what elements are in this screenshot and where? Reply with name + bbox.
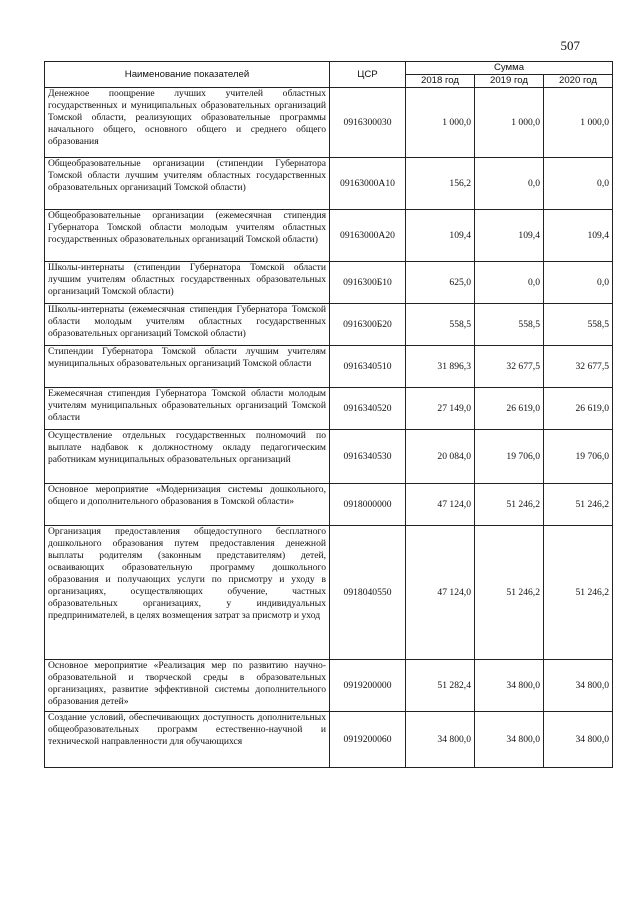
row-value-2018-cell: 625,0 xyxy=(406,262,475,304)
row-value-2019-cell: 19 706,0 xyxy=(475,430,544,484)
row-value-2020-cell: 26 619,0 xyxy=(544,388,613,430)
table-header-row xyxy=(45,62,613,75)
column-header-2019: 2019 год xyxy=(475,75,544,88)
row-value-2019-cell: 1 000,0 xyxy=(475,88,544,158)
table-row xyxy=(45,262,613,304)
row-value-2019-cell: 558,5 xyxy=(475,304,544,346)
row-value-2019-cell: 0,0 xyxy=(475,262,544,304)
row-code-cell: 09163000А10 xyxy=(330,158,406,210)
budget-table xyxy=(44,61,613,768)
table-row xyxy=(45,346,613,388)
row-value-2019-cell: 34 800,0 xyxy=(475,660,544,712)
table-row xyxy=(45,388,613,430)
row-value-2018-cell: 47 124,0 xyxy=(406,484,475,526)
row-value-2019-cell: 109,4 xyxy=(475,210,544,262)
row-value-2019-cell: 0,0 xyxy=(475,158,544,210)
column-header-name: Наименование показателей xyxy=(45,62,330,88)
row-value-2020-cell: 0,0 xyxy=(544,262,613,304)
row-value-2019-cell: 34 800,0 xyxy=(475,712,544,768)
row-value-2019-cell: 51 246,2 xyxy=(475,526,544,660)
row-value-2020-cell: 51 246,2 xyxy=(544,484,613,526)
row-value-2020-cell: 19 706,0 xyxy=(544,430,613,484)
row-name-cell: Денежное поощрение лучших учителей областных государственных и муниципальных образовательных организаций Томской области, реализующих образовательные программы начального общего, основного общего и среднего общего образования xyxy=(45,88,330,158)
table-row xyxy=(45,210,613,262)
row-name-cell: Организация предоставления общедоступного бесплатного дошкольного образования путем предоставления денежной выплаты родителям (законным представителям) детей, осваивающих образовательную программу дошкольного образования и получающих услуги по присмотру и уходу в организациях, осуществляющих обучение, частных образовательных организациях, у индивидуальных предпринимателей, в целях возмещения затрат за присмотр и уход xyxy=(45,526,330,660)
row-name-cell: Ежемесячная стипендия Губернатора Томской области молодым учителям муниципальных образовательных организаций Томской области xyxy=(45,388,330,430)
row-value-2019-cell: 26 619,0 xyxy=(475,388,544,430)
table-row xyxy=(45,88,613,158)
row-value-2020-cell: 558,5 xyxy=(544,304,613,346)
row-value-2018-cell: 1 000,0 xyxy=(406,88,475,158)
row-name-cell: Стипендии Губернатора Томской области лучшим учителям муниципальных образовательных организаций Томской области xyxy=(45,346,330,388)
row-code-cell: 0918040550 xyxy=(330,526,406,660)
table-row xyxy=(45,304,613,346)
row-code-cell: 0916300030 xyxy=(330,88,406,158)
column-header-2018: 2018 год xyxy=(406,75,475,88)
row-code-cell: 0919200000 xyxy=(330,660,406,712)
row-code-cell: 0918000000 xyxy=(330,484,406,526)
row-name-cell: Общеобразовательные организации (ежемесячная стипендия Губернатора Томской области молодым учителям областных государственных образовательных организаций Томской области) xyxy=(45,210,330,262)
row-name-cell: Осуществление отдельных государственных полномочий по выплате надбавок к должностному окладу педагогическим работникам муниципальных образовательных организаций xyxy=(45,430,330,484)
row-value-2018-cell: 34 800,0 xyxy=(406,712,475,768)
row-code-cell: 09163000А20 xyxy=(330,210,406,262)
row-value-2018-cell: 156,2 xyxy=(406,158,475,210)
table-row xyxy=(45,660,613,712)
table-row xyxy=(45,158,613,210)
row-name-cell: Школы-интернаты (стипендии Губернатора Томской области лучшим учителям областных государственных образовательных организаций Томской области) xyxy=(45,262,330,304)
row-code-cell: 0916340510 xyxy=(330,346,406,388)
row-name-cell: Создание условий, обеспечивающих доступность дополнительных общеобразовательных программ естественно-научной и технической направленности для обучающихся xyxy=(45,712,330,768)
table-row xyxy=(45,526,613,660)
row-value-2019-cell: 51 246,2 xyxy=(475,484,544,526)
row-value-2018-cell: 20 084,0 xyxy=(406,430,475,484)
row-value-2020-cell: 34 800,0 xyxy=(544,660,613,712)
row-value-2018-cell: 558,5 xyxy=(406,304,475,346)
table-row xyxy=(45,712,613,768)
row-value-2019-cell: 32 677,5 xyxy=(475,346,544,388)
column-header-sum: Сумма xyxy=(406,62,613,75)
table-row xyxy=(45,484,613,526)
row-code-cell: 0916300Б10 xyxy=(330,262,406,304)
row-value-2018-cell: 109,4 xyxy=(406,210,475,262)
row-value-2018-cell: 51 282,4 xyxy=(406,660,475,712)
row-name-cell: Основное мероприятие «Модернизация системы дошкольного, общего и дополнительного образования в Томской области» xyxy=(45,484,330,526)
row-value-2020-cell: 109,4 xyxy=(544,210,613,262)
row-value-2020-cell: 51 246,2 xyxy=(544,526,613,660)
column-header-2020: 2020 год xyxy=(544,75,613,88)
row-value-2020-cell: 32 677,5 xyxy=(544,346,613,388)
row-code-cell: 0919200060 xyxy=(330,712,406,768)
table-row xyxy=(45,430,613,484)
row-value-2020-cell: 34 800,0 xyxy=(544,712,613,768)
table-body xyxy=(45,88,613,768)
row-name-cell: Общеобразовательные организации (стипендии Губернатора Томской области лучшим учителям областных государственных образовательных организаций Томской области) xyxy=(45,158,330,210)
row-name-cell: Школы-интернаты (ежемесячная стипендия Губернатора Томской области молодым учителям областных государственных образовательных организаций Томской области) xyxy=(45,304,330,346)
row-value-2018-cell: 31 896,3 xyxy=(406,346,475,388)
row-code-cell: 0916340520 xyxy=(330,388,406,430)
row-value-2020-cell: 0,0 xyxy=(544,158,613,210)
row-name-cell: Основное мероприятие «Реализация мер по развитию научно-образовательной и творческой среды в образовательных организациях, развитие эффективной системы дополнительного образования детей» xyxy=(45,660,330,712)
row-code-cell: 0916340530 xyxy=(330,430,406,484)
row-value-2018-cell: 47 124,0 xyxy=(406,526,475,660)
page-number: 507 xyxy=(560,38,580,53)
row-value-2020-cell: 1 000,0 xyxy=(544,88,613,158)
row-value-2018-cell: 27 149,0 xyxy=(406,388,475,430)
column-header-csr: ЦСР xyxy=(330,62,406,88)
row-code-cell: 0916300Б20 xyxy=(330,304,406,346)
